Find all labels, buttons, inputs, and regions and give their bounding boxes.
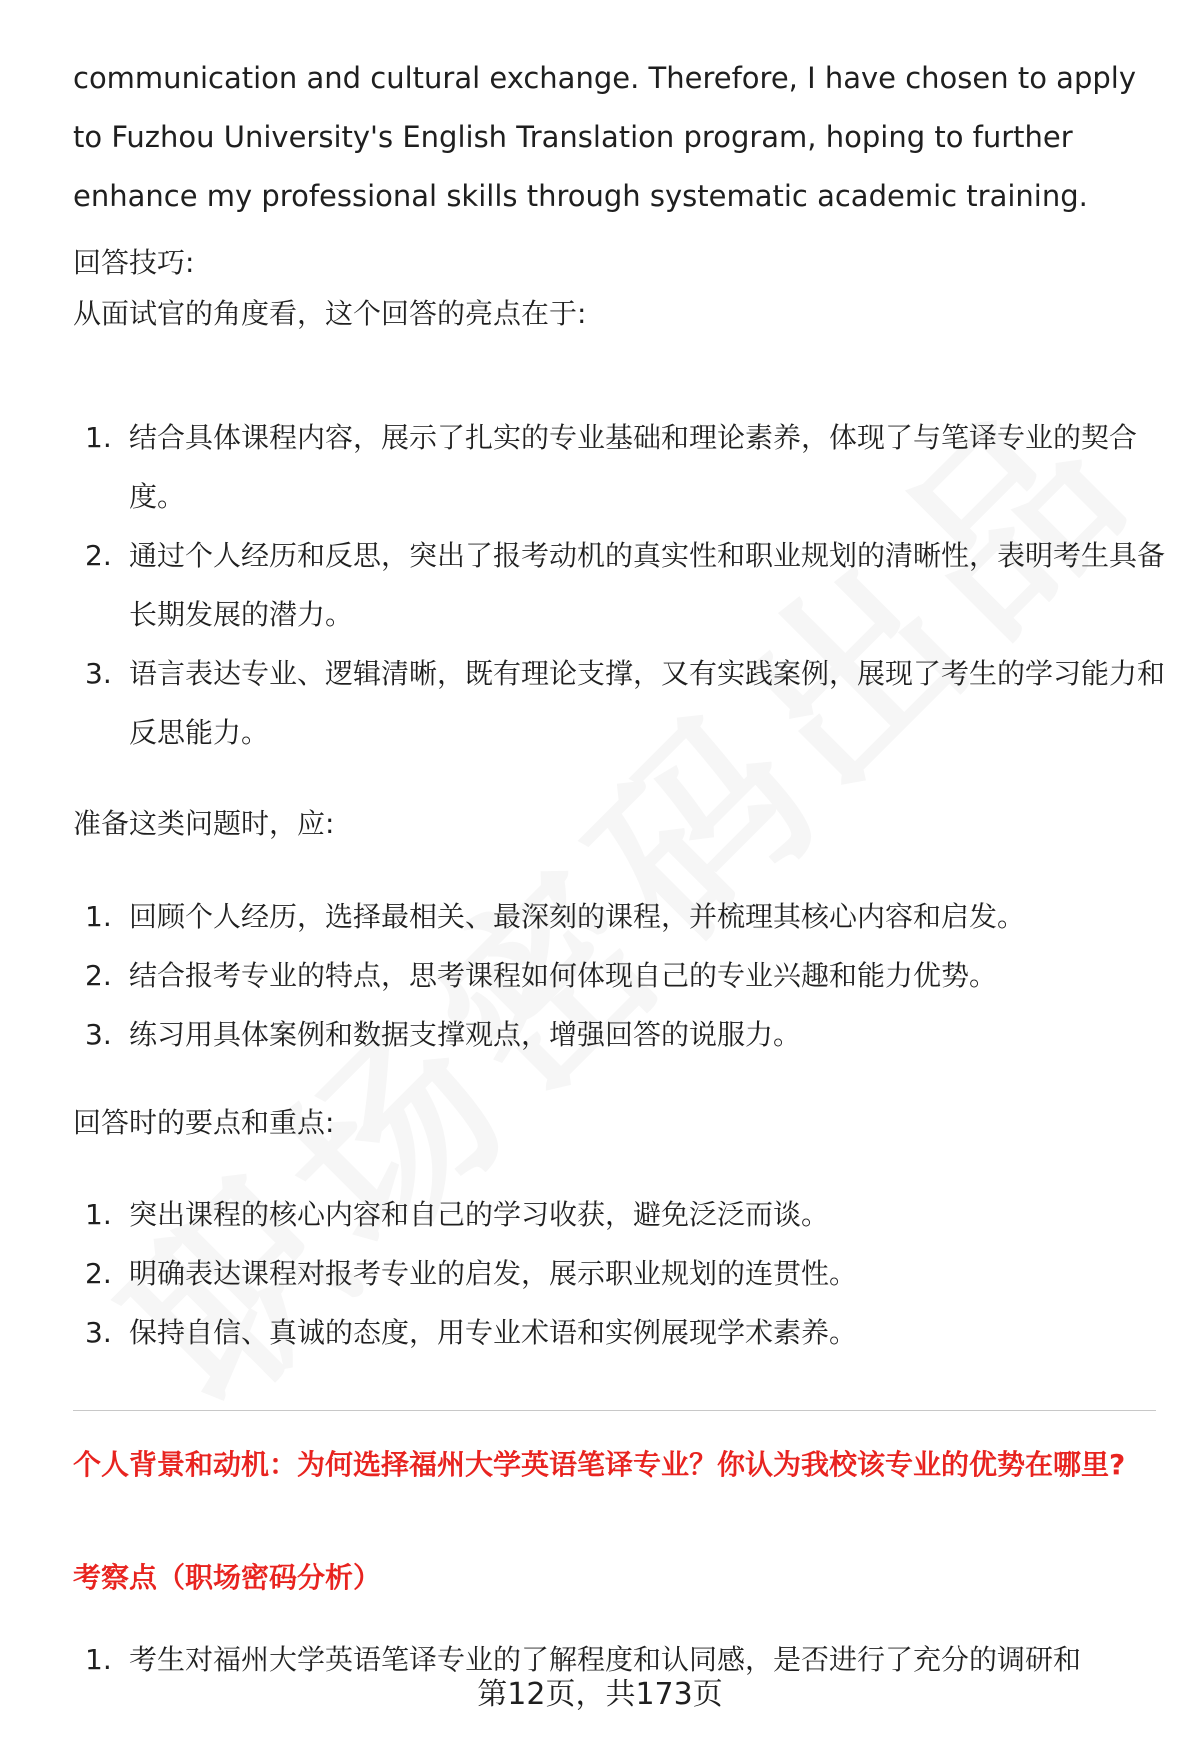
list-number: 3. [85,1018,112,1051]
list-item [73,887,1173,946]
prepare-label: 准备这类问题时，应: [73,807,335,840]
list-item [73,1005,1173,1064]
list-item [73,946,1173,1005]
list-text: 明确表达课程对报考专业的启发，展示职业规划的连贯性。 [129,1257,858,1290]
list-item [73,1244,1173,1303]
list-number: 3. [85,657,112,690]
list-text: 突出课程的核心内容和自己的学习收获，避免泛泛而谈。 [129,1198,830,1231]
list-number: 1. [85,900,112,933]
list-text: 考生对福州大学英语笔译专业的了解程度和认同感，是否进行了充分的调研和 [129,1643,1082,1676]
tips-list [73,408,1173,762]
list-text: 结合报考专业的特点，思考课程如何体现自己的专业兴趣和能力优势。 [129,959,998,992]
list-number: 1. [85,421,112,454]
list-text: 回顾个人经历，选择最相关、最深刻的课程，并梳理其核心内容和启发。 [129,900,1026,933]
question-heading: 个人背景和动机：为何选择福州大学英语笔译专业？你认为我校该专业的优势在哪里? [73,1448,1126,1481]
list-number: 2. [85,539,112,572]
list-item [73,408,1173,526]
list-text: 通过个人经历和反思，突出了报考动机的真实性和职业规划的清晰性，表明考生具备长期发展的潜力。 [129,539,1166,631]
list-text: 语言表达专业、逻辑清晰，既有理论支撑，又有实践案例，展现了考生的学习能力和反思能力。 [129,657,1166,749]
keypoints-label: 回答时的要点和重点: [73,1106,335,1139]
list-text: 保持自信、真诚的态度，用专业术语和实例展现学术素养。 [129,1316,858,1349]
analysis-subheading: 考察点（职场密码分析） [73,1561,382,1594]
list-number: 2. [85,1257,112,1290]
list-number: 1. [85,1198,112,1231]
prepare-list [73,887,1173,1064]
list-number: 3. [85,1316,112,1349]
list-item [73,644,1173,762]
keypoints-list [73,1185,1173,1362]
page-footer: 第12页，共173页 [477,1677,723,1712]
list-text: 练习用具体案例和数据支撑观点，增强回答的说服力。 [129,1018,802,1051]
tips-label: 回答技巧: [73,246,195,279]
list-item [73,1185,1173,1244]
list-number: 1. [85,1643,112,1676]
list-item [73,1303,1173,1362]
section-divider [73,1410,1156,1411]
list-number: 2. [85,959,112,992]
list-item [73,526,1173,644]
list-text: 结合具体课程内容，展示了扎实的专业基础和理论素养，体现了与笔译专业的契合度。 [129,421,1138,513]
tips-lead: 从面试官的角度看，这个回答的亮点在于: [73,297,587,330]
intro-paragraph: communication and cultural exchange. Therefore, I have chosen to apply to Fuzhou University's English Translation program, hoping to further enhance my professional skills through systematic academic training. [73,61,1136,213]
